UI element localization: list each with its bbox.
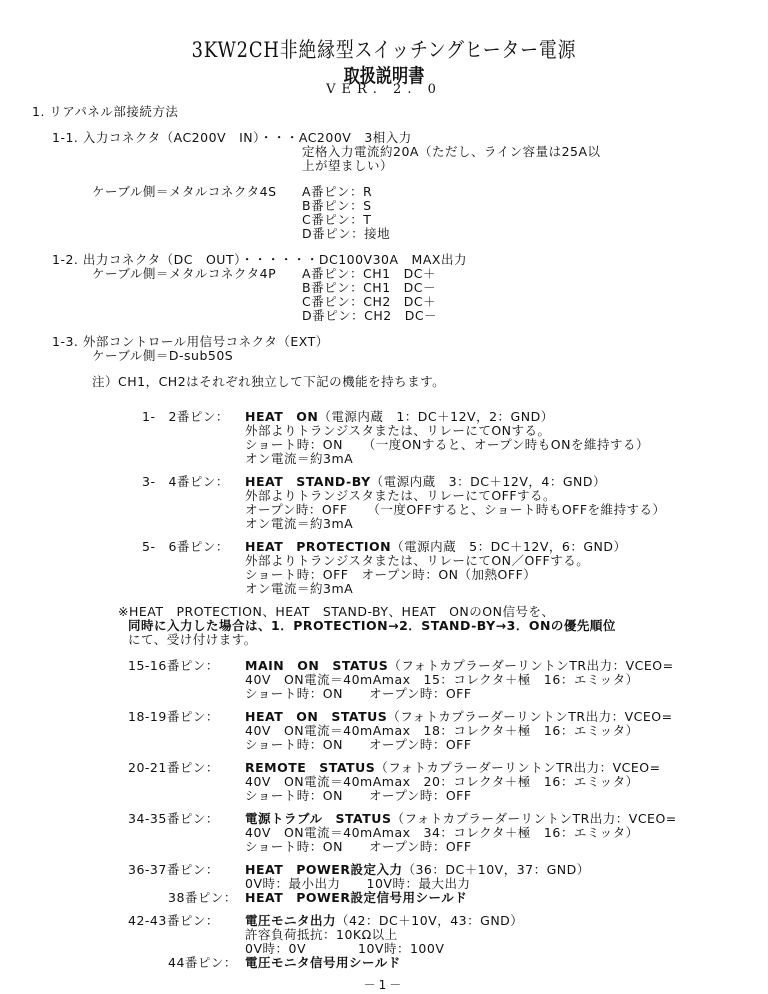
pin-detail: 外部よりトランジスタまたは、リレーにてOFFする。 bbox=[245, 488, 557, 503]
pin-detail: オン電流＝約3mA bbox=[245, 516, 354, 531]
pin-label: 42-43番ピン： bbox=[128, 913, 219, 928]
pin-label: 34-35番ピン： bbox=[128, 811, 219, 826]
pin-function-line bbox=[245, 812, 677, 826]
pin-assignment: B番ピン：S bbox=[302, 198, 372, 213]
pin-label: 18-19番ピン： bbox=[128, 709, 219, 724]
pin-label: 20-21番ピン： bbox=[128, 760, 219, 775]
pin-function-name: HEAT ON bbox=[245, 409, 319, 424]
pin-detail: 40V ON電流＝40mAmax 20：コレクタ＋極 16：エミッタ） bbox=[245, 774, 639, 789]
pin-detail: ショート時：OFF オープン時：ON（加熱OFF） bbox=[245, 567, 537, 582]
pin-function-name: 電圧モニタ出力 bbox=[245, 913, 337, 928]
pin-function-name: 電圧モニタ信号用シールド bbox=[245, 955, 401, 970]
pin-detail: ショート時：ON オープン時：OFF bbox=[245, 788, 472, 803]
pin-function-name: HEAT ON STATUS bbox=[245, 709, 388, 724]
input-connector-heading: 1-1. 入力コネクタ（AC200V IN）・・・AC200V 3相入力 bbox=[52, 130, 412, 145]
pin-detail: 外部よりトランジスタまたは、リレーにてON／OFFする。 bbox=[245, 553, 590, 568]
pin-function-line bbox=[245, 914, 523, 928]
input-connector-note: 定格入力電流約20A（ただし、ライン容量は25A以 bbox=[302, 144, 601, 159]
pin-detail: ショート時：ON オープン時：OFF bbox=[245, 686, 472, 701]
priority-note: ※HEAT PROTECTION、HEAT STAND-BY、HEAT ONのON信号を、 bbox=[118, 604, 555, 619]
pin-assignment: C番ピン：CH2 DC＋ bbox=[302, 294, 437, 309]
pin-function-line bbox=[245, 761, 661, 775]
pin-label: 38番ピン： bbox=[168, 890, 237, 905]
pin-function-detail: （フォトカプラーダーリントンTR出力：VCEO= bbox=[391, 811, 677, 826]
pin-assignment: D番ピン：接地 bbox=[302, 226, 391, 241]
pin-function-detail: （36：DC＋10V，37：GND） bbox=[402, 862, 590, 877]
pin-function-detail: （フォトカプラーダーリントンTR出力：VCEO= bbox=[375, 760, 661, 775]
pin-function-name: REMOTE STATUS bbox=[245, 760, 376, 775]
document-subtitle: 取扱説明書 bbox=[343, 65, 425, 87]
pin-function-name: HEAT POWER設定信号用シールド bbox=[245, 890, 468, 905]
pin-detail: オン電流＝約3mA bbox=[245, 451, 354, 466]
pin-label: 36-37番ピン： bbox=[128, 862, 219, 877]
pin-detail: 40V ON電流＝40mAmax 15：コレクタ＋極 16：エミッタ） bbox=[245, 672, 639, 687]
pin-function-line bbox=[245, 659, 674, 673]
pin-detail: 外部よりトランジスタまたは、リレーにてONする。 bbox=[245, 423, 551, 438]
ext-cable-type: ケーブル側＝D-sub50S bbox=[92, 348, 234, 363]
pin-function-line bbox=[245, 540, 627, 554]
priority-note: 同時に入力した場合は、1．PROTECTION→2．STAND-BY→3．ONの優先順位 bbox=[128, 618, 616, 633]
pin-label: 5- 6番ピン： bbox=[142, 539, 229, 554]
pin-function-line bbox=[245, 863, 590, 877]
pin-function-detail: （電源内蔵 1：DC＋12V，2：GND） bbox=[318, 409, 554, 424]
pin-function-detail: （フォトカプラーダーリントンTR出力：VCEO= bbox=[388, 658, 674, 673]
pin-function-line bbox=[245, 475, 606, 489]
output-cable-type: ケーブル側＝メタルコネクタ4P bbox=[92, 266, 277, 281]
pin-label: 44番ピン： bbox=[168, 955, 237, 970]
pin-detail: 0V時：最小出力 10V時：最大出力 bbox=[245, 876, 471, 891]
page-number: －1－ bbox=[363, 978, 405, 992]
pin-function-name: HEAT STAND-BY bbox=[245, 474, 371, 489]
ext-connector-heading: 1-3. 外部コントロール用信号コネクタ（EXT） bbox=[52, 334, 329, 349]
pin-function-detail: （42：DC＋10V，43：GND） bbox=[336, 913, 524, 928]
pin-label: 3- 4番ピン： bbox=[142, 474, 229, 489]
pin-label: 1- 2番ピン： bbox=[142, 409, 229, 424]
pin-assignment: D番ピン：CH2 DC－ bbox=[302, 308, 438, 323]
input-cable-type: ケーブル側＝メタルコネクタ4S bbox=[92, 184, 277, 199]
pin-assignment: C番ピン：T bbox=[302, 212, 372, 227]
pin-function-detail: （フォトカプラーダーリントンTR出力：VCEO= bbox=[387, 709, 673, 724]
pin-function-line bbox=[245, 710, 673, 724]
document-title: 3KW2CH非絶縁型スイッチングヒーター電源 bbox=[191, 38, 577, 62]
pin-assignment: A番ピン：R bbox=[302, 184, 373, 199]
pin-detail: ショート時：ON オープン時：OFF bbox=[245, 737, 472, 752]
pin-detail: 許容負荷抵抗：10KΩ以上 bbox=[245, 927, 398, 942]
pin-function-detail: （電源内蔵 5：DC＋12V，6：GND） bbox=[391, 539, 627, 554]
pin-detail: オープン時：OFF （一度OFFすると、ショート時もOFFを維持する） bbox=[245, 502, 666, 517]
pin-label: 15-16番ピン： bbox=[128, 658, 219, 673]
input-connector-note: 上が望ましい） bbox=[302, 158, 394, 173]
pin-detail: ショート時：ON （一度ONすると、オープン時もONを維持する） bbox=[245, 437, 649, 452]
note: 注）CH1，CH2はそれぞれ独立して下記の機能を持ちます。 bbox=[92, 374, 446, 389]
pin-assignment: B番ピン：CH1 DC－ bbox=[302, 280, 437, 295]
priority-note: にて、受け付けます。 bbox=[128, 632, 257, 647]
pin-detail: 0V時：0V 10V時：100V bbox=[245, 941, 445, 956]
pin-detail: ショート時：ON オープン時：OFF bbox=[245, 839, 472, 854]
pin-function-line bbox=[245, 410, 554, 424]
output-connector-heading: 1-2. 出力コネクタ（DC OUT）・・・・・・DC100V30A MAX出力 bbox=[52, 252, 467, 267]
pin-function-name: 電源トラブル STATUS bbox=[245, 811, 392, 826]
pin-function-name: MAIN ON STATUS bbox=[245, 658, 389, 673]
section-heading: 1. リアパネル部接続方法 bbox=[32, 104, 179, 119]
pin-function-detail: （電源内蔵 3：DC＋12V，4：GND） bbox=[370, 474, 607, 489]
pin-function-name: HEAT POWER設定入力 bbox=[245, 862, 403, 877]
pin-detail: オン電流＝約3mA bbox=[245, 581, 354, 596]
pin-assignment: A番ピン：CH1 DC＋ bbox=[302, 266, 436, 281]
version-label: VER. 2. 0 bbox=[326, 82, 442, 97]
pin-function-name: HEAT PROTECTION bbox=[245, 539, 392, 554]
pin-detail: 40V ON電流＝40mAmax 34：コレクタ＋極 16：エミッタ） bbox=[245, 825, 639, 840]
pin-detail: 40V ON電流＝40mAmax 18：コレクタ＋極 16：エミッタ） bbox=[245, 723, 639, 738]
